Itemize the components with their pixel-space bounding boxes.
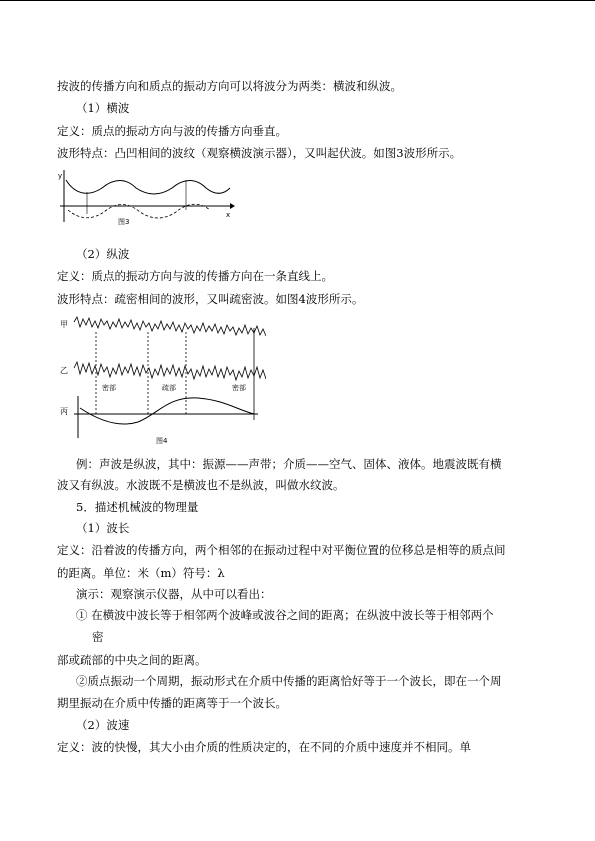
text-line-8: 例：声波是纵波，其中：振源——声带；介质——空气、固体、液体。地震波既有横 bbox=[76, 457, 502, 471]
text-line-16: 密 bbox=[92, 630, 104, 644]
figure-3-x-label: x bbox=[226, 211, 231, 219]
text-line-4: 波形特点：凸凹相间的波纹（观察横波演示器），又叫起伏波。如图3波形所示。 bbox=[57, 146, 462, 160]
text-line-6: 定义：质点的振动方向与波的传播方向在一条直线上。 bbox=[57, 269, 333, 283]
text-line-1: 按波的传播方向和质点的振动方向可以将波分为两类：横波和纵波。 bbox=[57, 79, 402, 93]
text-line-19: 期里振动在介质中传播的距离等于一个波长。 bbox=[57, 696, 287, 710]
text-line-9: 波又有纵波。水波既不是横波也不是纵波，叫做水纹波。 bbox=[57, 478, 345, 492]
figure-4-displacement-curve bbox=[80, 398, 254, 424]
heading-wave-speed: （2）波速 bbox=[76, 718, 130, 732]
text-line-7: 波形特点：疏密相间的波形，又叫疏密波。如图4波形所示。 bbox=[57, 292, 364, 306]
figure-4-row-label-c: 丙 bbox=[60, 407, 68, 416]
text-line-17: 部或疏部的中央之间的距离。 bbox=[57, 653, 207, 667]
text-line-18: ②质点振动一个周期，振动形式在介质中传播的距离恰好等于一个波长，即在一个周 bbox=[76, 674, 502, 688]
text-line-3: 定义：质点的振动方向与波的传播方向垂直。 bbox=[57, 124, 287, 138]
heading-section-5: 5．描述机械波的物理量 bbox=[76, 500, 199, 514]
heading-transverse-wave: （1）横波 bbox=[76, 101, 130, 115]
figure-4-row-label-b: 乙 bbox=[60, 366, 68, 375]
figure-4-label-dense-right: 密部 bbox=[232, 384, 246, 392]
figure-3-y-label: y bbox=[58, 172, 63, 180]
text-line-12: 定义：沿着波的传播方向，两个相邻的在振动过程中对平衡位置的位移总是相等的质点间 bbox=[57, 543, 506, 557]
figure-3-caption: 图3 bbox=[118, 218, 130, 226]
figure-3-transverse-wave bbox=[56, 166, 236, 228]
figure-4-row-label-a: 甲 bbox=[60, 320, 68, 329]
text-line-14: 演示：观察演示仪器，从中可以看出： bbox=[76, 587, 272, 601]
figure-4-longitudinal-wave bbox=[58, 310, 266, 446]
page-top-rule bbox=[0, 0, 595, 1]
figure-3-wave-curve bbox=[66, 180, 230, 194]
figure-3-x-arrow bbox=[230, 203, 235, 209]
heading-longitudinal-wave: （2）纵波 bbox=[76, 247, 130, 261]
figure-4-particles-row-a bbox=[74, 317, 266, 336]
figure-4-particles-row-b bbox=[74, 362, 266, 380]
figure-4-caption: 图4 bbox=[156, 437, 168, 445]
text-line-15: ① 在横波中波长等于相邻两个波峰或波谷之间的距离；在纵波中波长等于相邻两个 bbox=[76, 608, 494, 622]
text-line-21: 定义：波的快慢，其大小由介质的性质决定的，在不同的介质中速度并不相同。单 bbox=[57, 740, 471, 754]
figure-4-label-sparse: 疏部 bbox=[162, 384, 176, 392]
text-line-13: 的距离。单位：米（m）符号：λ bbox=[57, 566, 225, 580]
figure-4-label-dense: 密部 bbox=[102, 384, 116, 392]
heading-wavelength: （1）波长 bbox=[76, 521, 130, 535]
